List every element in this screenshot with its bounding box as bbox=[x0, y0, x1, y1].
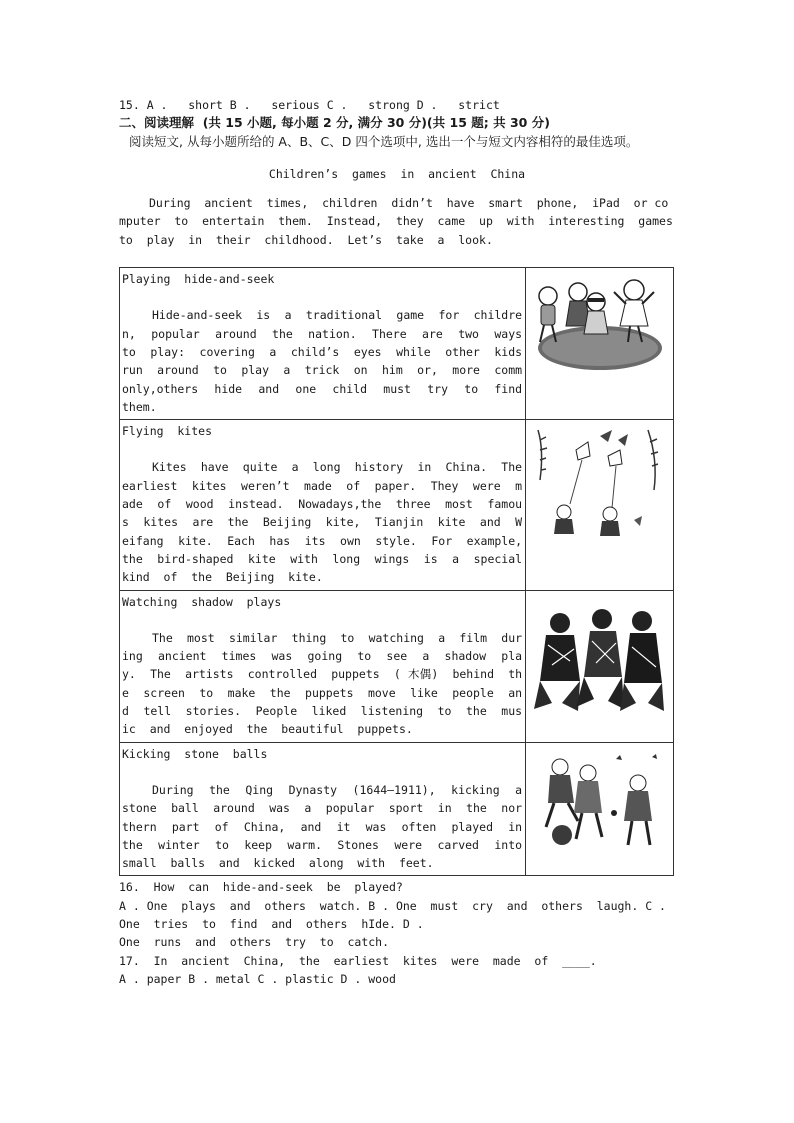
cell-body: The most similar thing to watching a film during ancient times was going to see a shadow play. The artists controlled puppets ( 木偶) behind the screen to make the puppets move like people and tell stories. People liked listening to the music and enjoyed the beautiful puppets. bbox=[122, 630, 523, 737]
cell-body: During the Qing Dynasty (1644—1911), kicking a stone ball around was a popular sport in the northern part of China, and it was often played in the winter to keep warm. Stones were carved into small balls and kicked along with feet. bbox=[122, 782, 536, 871]
passage-intro: During ancient times, children didn’t have smart phone, iPad or computer to entertain them. Instead, they came up with interesting games to play in their childhood. Let’s take a look. bbox=[119, 196, 687, 247]
text-cell bbox=[120, 590, 526, 742]
table-row-shadow-plays bbox=[120, 590, 674, 742]
cell-body: Kites have quite a long history in China. The earliest kites weren’t made of paper. They were made of wood instead. Nowadays,the three most famous kites are the Beijing kite, Tianjin kite and Weifang kite. Each has its own style. For example, the bird-shaped kite with long wings is a special kind of the Beijing kite. bbox=[122, 460, 536, 585]
table-row-kites bbox=[120, 420, 674, 590]
picture-cell bbox=[526, 742, 674, 876]
cell-title: Kicking stone balls bbox=[122, 746, 268, 761]
cell-title: Watching shadow plays bbox=[122, 594, 282, 609]
picture-cell bbox=[526, 420, 674, 590]
passage-title: Children’s games in ancient China bbox=[268, 166, 526, 181]
text-cell bbox=[120, 742, 536, 876]
table-row-hide-and-seek bbox=[120, 268, 674, 420]
section-instruction: 阅读短文, 从每小题所给的 A、B、C、D 四个选项中, 选出一个与短文内容相符的最佳选项。 bbox=[129, 133, 639, 149]
children-flying-kites-illustration-icon bbox=[526, 420, 673, 550]
reading-table bbox=[119, 267, 674, 876]
text-cell bbox=[120, 268, 536, 420]
kicking-stone-balls-illustration-icon bbox=[526, 743, 673, 863]
worksheet-page bbox=[119, 96, 687, 988]
question-16-options: A . One plays and others watch. B . One must cry and others laugh. C . One tries to find and others hIde. D . bbox=[119, 898, 673, 931]
picture-cell bbox=[526, 590, 674, 742]
question-16-options-continued: One runs and others try to catch. bbox=[119, 935, 390, 950]
picture-cell bbox=[526, 268, 674, 420]
questions-block bbox=[119, 878, 675, 988]
question-15-options: 15. A . short B . serious C . strong D . strict bbox=[119, 98, 500, 112]
shadow-puppets-illustration-icon bbox=[526, 591, 673, 721]
question-17-options: A . paper B . metal C . plastic D . wood bbox=[119, 971, 396, 986]
question-17-stem: 17. In ancient China, the earliest kites were made of ____. bbox=[119, 953, 597, 968]
cell-body: Hide-and-seek is a traditional game for children, popular around the nation. There are two ways to play: covering a child’s eyes while other kids run around to play a trick on him or, more commonly,others hide and one child must try to find them. bbox=[122, 308, 536, 414]
children-hide-and-seek-illustration-icon bbox=[526, 268, 673, 378]
text-cell bbox=[120, 420, 536, 590]
table-row-stone-balls bbox=[120, 742, 674, 876]
question-16-stem: 16. How can hide-and-seek be played? bbox=[119, 880, 403, 895]
cell-title: Flying kites bbox=[122, 424, 213, 439]
section-heading: 二、阅读理解 (共 15 小题, 每小题 2 分, 满分 30 分)(共 15 题; 共 30 分) bbox=[119, 115, 550, 131]
cell-title: Playing hide-and-seek bbox=[122, 272, 275, 287]
